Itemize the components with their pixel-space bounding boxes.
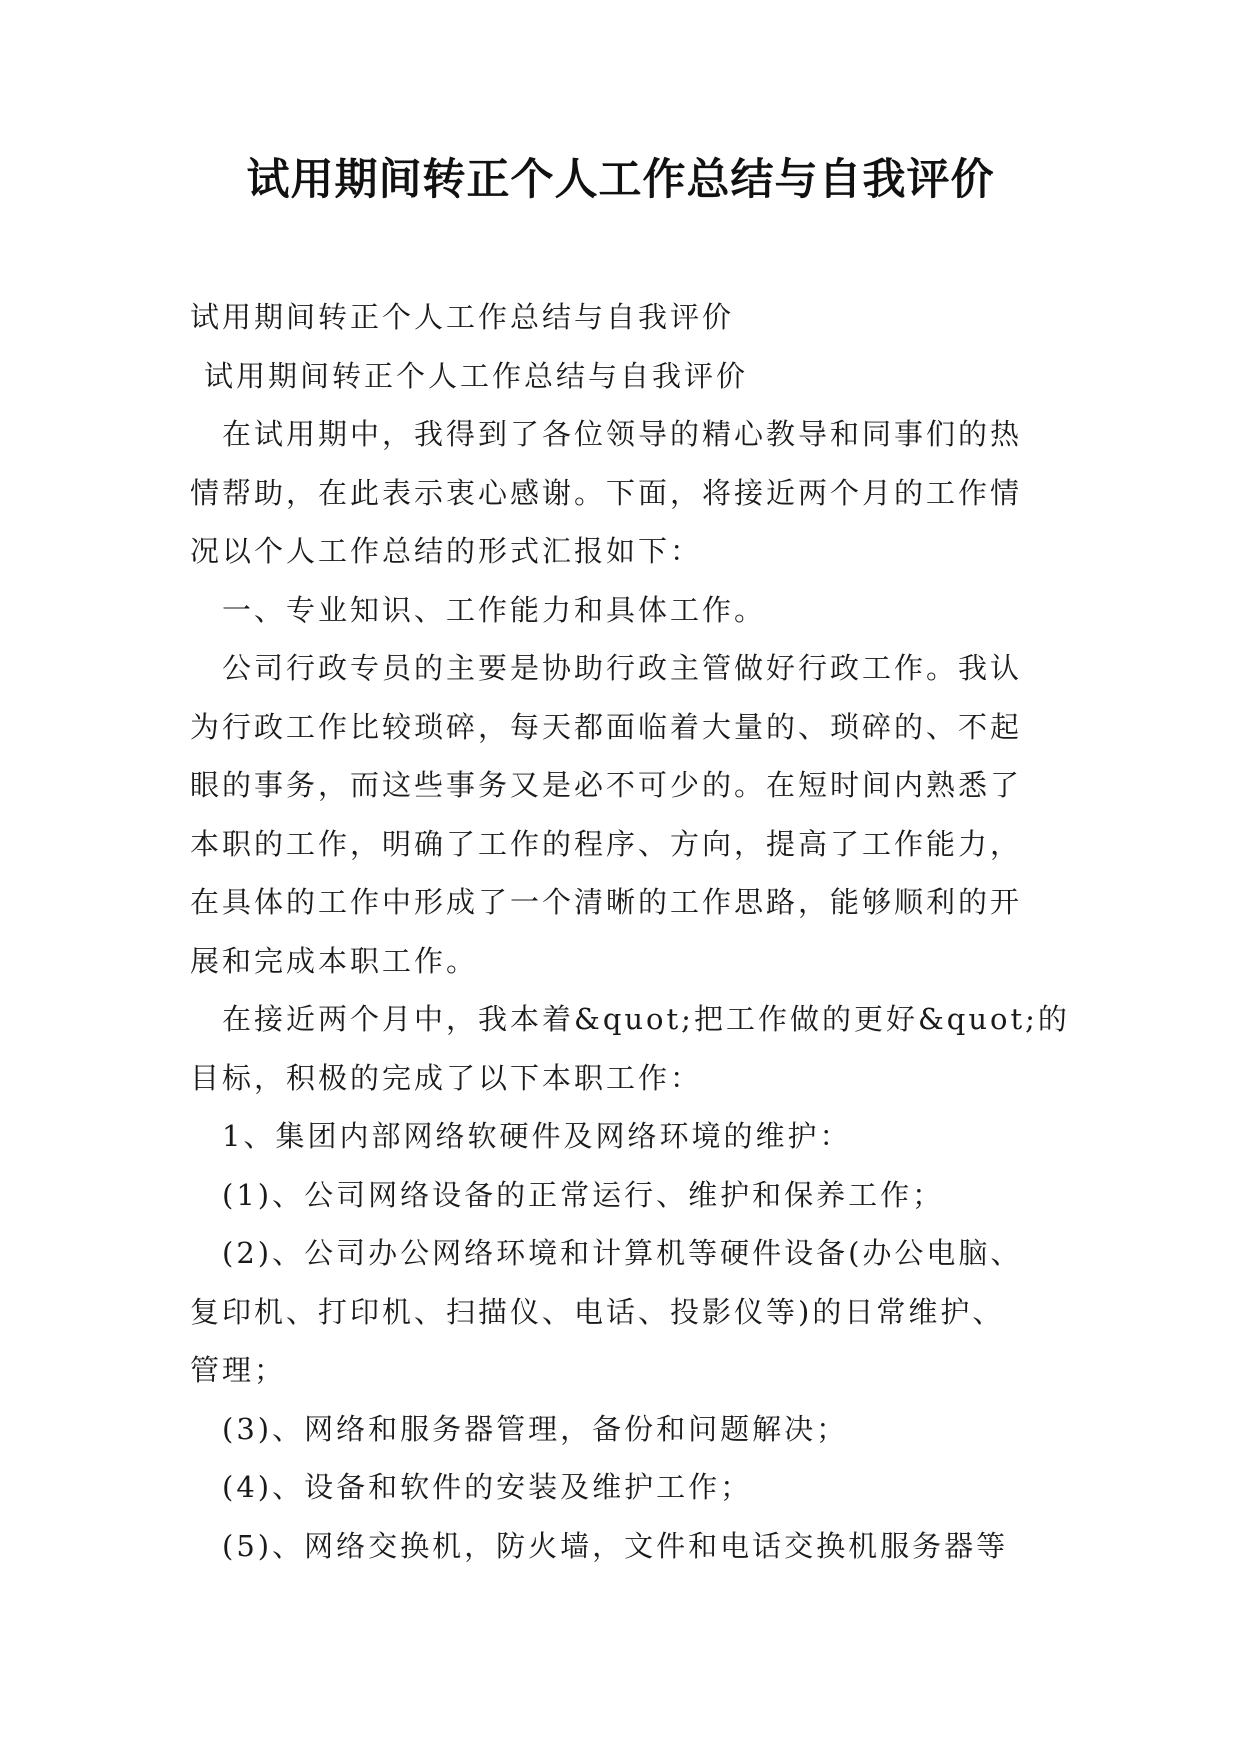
body-line: 试用期间转正个人工作总结与自我评价 — [204, 358, 749, 393]
body-line: 管理； — [190, 1353, 287, 1387]
body-line: 复印机、打印机、扫描仪、电话、投影仪等)的日常维护、 — [190, 1294, 1005, 1329]
document-body — [190, 288, 1070, 1575]
body-line: 眼的事务，而这些事务又是必不可少的。在短时间内熟悉了 — [190, 768, 1023, 802]
body-line: 试用期间转正个人工作总结与自我评价 — [190, 300, 735, 334]
body-line: 况以个人工作总结的形式汇报如下： — [190, 534, 703, 568]
body-line: 公司行政专员的主要是协助行政主管做好行政工作。我认 — [222, 651, 1023, 685]
body-line: (4)、设备和软件的安装及维护工作； — [222, 1470, 753, 1504]
body-line: 为行政工作比较琐碎，每天都面临着大量的、琐碎的、不起 — [190, 709, 1023, 744]
body-line: 展和完成本职工作。 — [190, 943, 479, 978]
body-line: 情帮助，在此表示衷心感谢。下面，将接近两个月的工作情 — [190, 475, 1023, 510]
body-line: 在具体的工作中形成了一个清晰的工作思路，能够顺利的开 — [190, 885, 1023, 919]
body-line: (2)、公司办公网络环境和计算机等硬件设备(办公电脑、 — [222, 1236, 1023, 1270]
body-line: 本职的工作，明确了工作的程序、方向，提高了工作能力， — [190, 826, 1023, 861]
body-line: 1、集团内部网络软硬件及网络环境的维护： — [222, 1119, 852, 1153]
body-line: (1)、公司网络设备的正常运行、维护和保养工作； — [222, 1177, 945, 1212]
document-title: 试用期间转正个人工作总结与自我评价 — [246, 155, 995, 205]
body-line: 目标，积极的完成了以下本职工作： — [190, 1060, 703, 1095]
body-line: 一、专业知识、工作能力和具体工作。 — [222, 592, 767, 627]
body-line: 在试用期中，我得到了各位领导的精心教导和同事们的热 — [222, 417, 1023, 451]
body-line: 在接近两个月中，我本着&quot;把工作做的更好&quot;的 — [222, 1002, 1070, 1036]
body-line: (5)、网络交换机，防火墙，文件和电话交换机服务器等 — [222, 1528, 1009, 1563]
body-line: (3)、网络和服务器管理，备份和问题解决； — [222, 1411, 849, 1446]
